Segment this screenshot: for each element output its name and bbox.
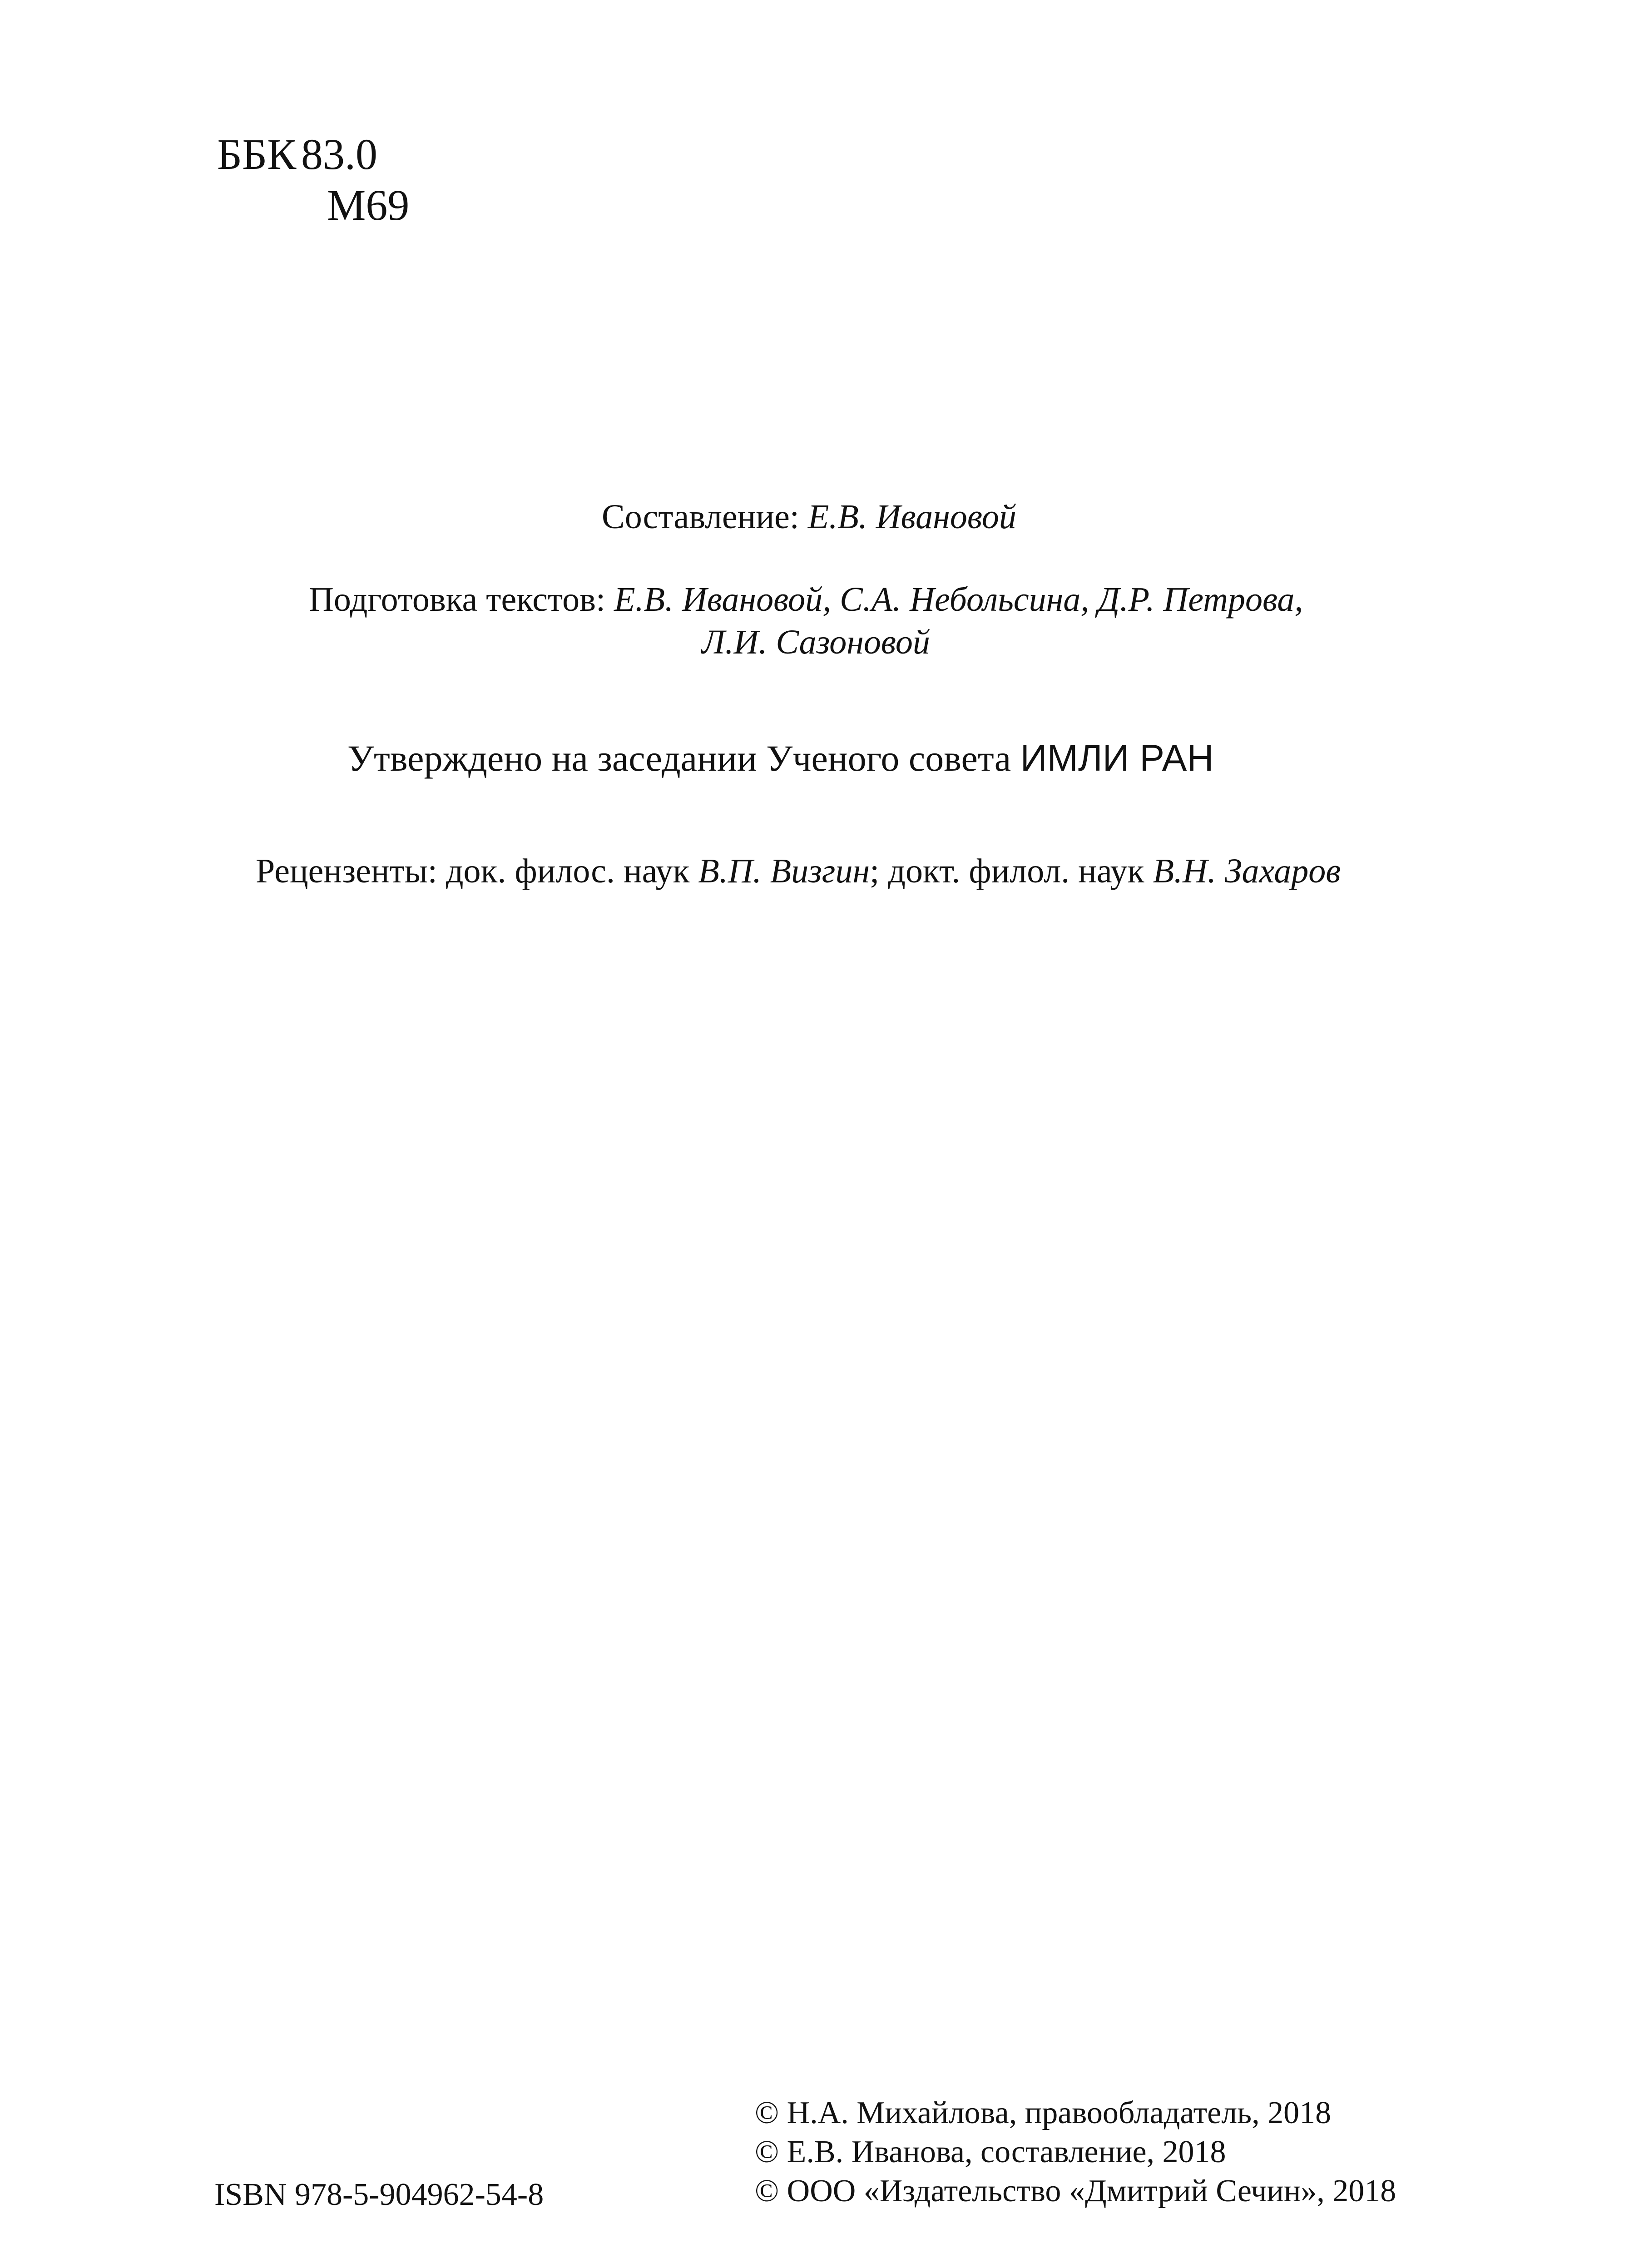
copyright-line: © Е.В. Иванова, составление, 2018 bbox=[755, 2134, 1226, 2169]
reviewers-separator: ; докт. филол. наук bbox=[870, 852, 1153, 890]
preparation-names: Е.В. Ивановой, С.А. Небольсина, Д.Р. Петрова, bbox=[614, 580, 1303, 619]
preparation-line bbox=[309, 578, 1303, 621]
bbk-label: ББК bbox=[217, 130, 297, 178]
approval-text: Утверждено на заседании Ученого совета bbox=[347, 738, 1020, 779]
copyright-line: © Н.А. Михайлова, правообладатель, 2018 bbox=[755, 2095, 1332, 2130]
bbk-code: 83.0 bbox=[301, 130, 377, 178]
compiler-label: Составление: bbox=[602, 498, 808, 536]
copyright-block bbox=[755, 2094, 1396, 2211]
reviewer-1: В.П. Визгин bbox=[698, 852, 870, 890]
preparation-names-continued: Л.И. Сазоновой bbox=[702, 623, 930, 661]
author-mark: М69 bbox=[327, 181, 410, 229]
copyright-line: © ООО «Издательство «Дмитрий Сечин», 2018 bbox=[755, 2174, 1396, 2209]
preparation-label: Подготовка текстов: bbox=[309, 580, 614, 619]
compiler-line bbox=[602, 495, 1016, 539]
compiler-name: Е.В. Ивановой bbox=[807, 498, 1016, 536]
reviewers-line bbox=[256, 849, 1341, 893]
approval-institution: ИМЛИ РАН bbox=[1020, 738, 1214, 779]
isbn: ISBN 978-5-904962-54-8 bbox=[214, 2177, 544, 2212]
reviewers-label: Рецензенты: док. филос. наук bbox=[256, 852, 698, 890]
approval-line bbox=[347, 736, 1214, 781]
reviewer-2: В.Н. Захаров bbox=[1153, 852, 1341, 890]
